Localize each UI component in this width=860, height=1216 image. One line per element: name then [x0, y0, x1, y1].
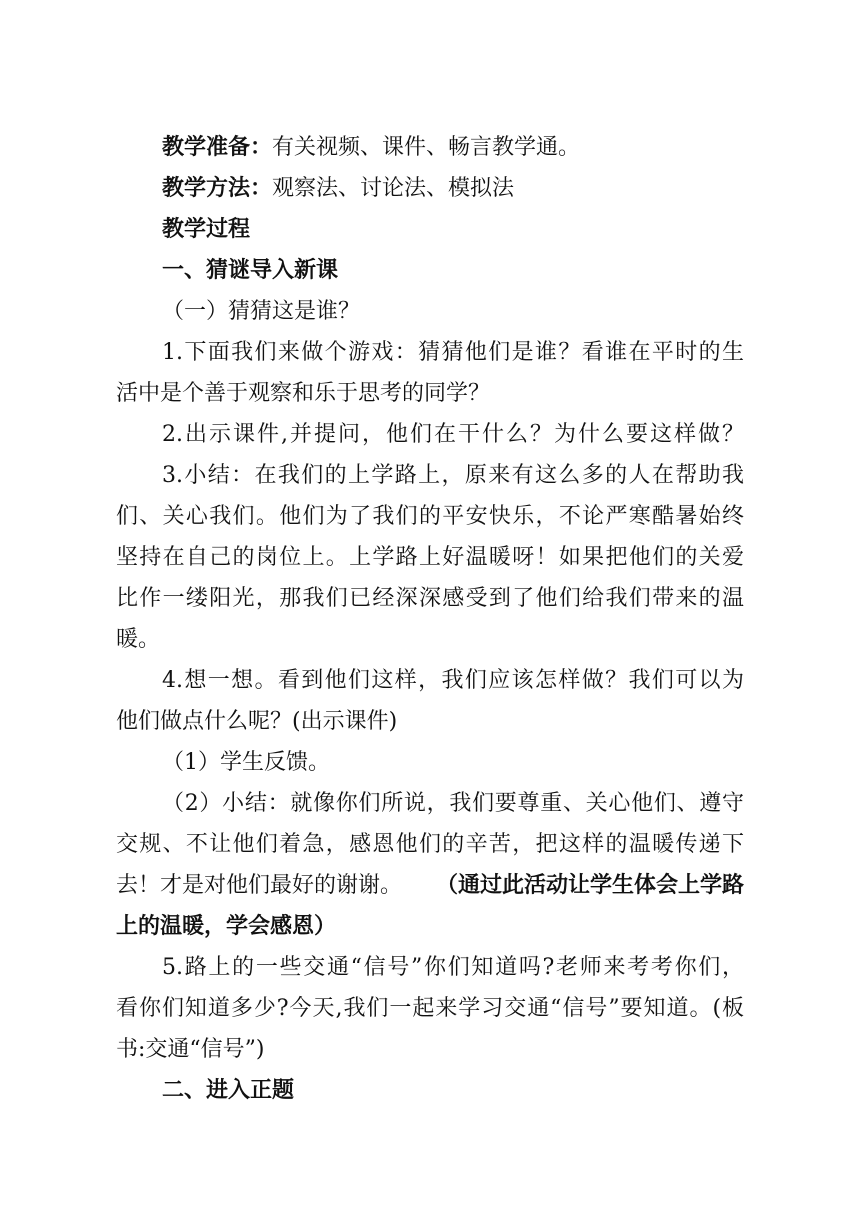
section-heading-2: 二、进入正题	[162, 1078, 295, 1103]
paragraph-4-item-2-line-2: 交规、不让他们着急，感恩他们的辛苦，把这样的温暖传递下	[116, 832, 744, 857]
paragraph-4-item-2-note-cont: 上的温暖，学会感恩）	[116, 914, 337, 939]
teaching-prep-text: 有关视频、课件、畅言教学通。	[272, 135, 581, 160]
paragraph-4-line-1: 4.想一想。看到他们这样，我们应该怎样做？我们可以为	[162, 668, 744, 693]
paragraph-4-item-2-note: （通过此活动让学生体会上学路	[435, 873, 744, 898]
paragraph-3-line-4: 比作一缕阳光，那我们已经深深感受到了他们给我们带来的温	[116, 586, 744, 611]
paragraph-4-item-2-line-3	[116, 872, 744, 900]
paragraph-3-line-5: 暖。	[116, 627, 161, 652]
paragraph-4-line-2: 他们做点什么呢？(出示课件)	[116, 709, 398, 734]
teaching-method-text: 观察法、讨论法、模拟法	[272, 176, 515, 201]
teaching-method-label: 教学方法：	[162, 176, 273, 201]
process-heading: 教学过程	[162, 217, 251, 242]
teaching-prep-label: 教学准备：	[162, 135, 273, 160]
teaching-method	[162, 175, 514, 203]
paragraph-5-line-2: 看你们知道多少?今天,我们一起来学习交通“信号”要知道。(板	[116, 996, 744, 1021]
paragraph-4-item-2-text: 去！才是对他们最好的谢谢。	[116, 873, 403, 898]
paragraph-4-item-2-line-1: （2）小结：就像你们所说，我们要尊重、关心他们、遵守	[162, 791, 744, 816]
paragraph-3-line-1: 3.小结：在我们的上学路上，原来有这么多的人在帮助我	[162, 463, 744, 488]
paragraph-5-line-3: 书:交通“信号”)	[116, 1037, 265, 1062]
paragraph-5-line-1: 5.路上的一些交通“信号”你们知道吗?老师来考考你们，	[162, 955, 744, 980]
paragraph-1-line-1: 1.下面我们来做个游戏：猜猜他们是谁？看谁在平时的生	[162, 340, 744, 365]
paragraph-3-line-2: 们、关心我们。他们为了我们的平安快乐，不论严寒酷暑始终	[116, 504, 744, 529]
section-heading-1: 一、猜谜导入新课	[162, 258, 339, 283]
teaching-prep	[162, 134, 580, 162]
subsection-1: （一）猜猜这是谁？	[162, 299, 361, 324]
paragraph-4-item-1: （1）学生反馈。	[162, 750, 330, 775]
paragraph-3-line-3: 坚持在自己的岗位上。上学路上好温暖呀！如果把他们的关爱	[116, 545, 744, 570]
paragraph-1-line-2: 活中是个善于观察和乐于思考的同学？	[116, 381, 491, 406]
paragraph-2: 2.出示课件,并提问，他们在干什么？为什么要这样做？	[162, 422, 744, 447]
